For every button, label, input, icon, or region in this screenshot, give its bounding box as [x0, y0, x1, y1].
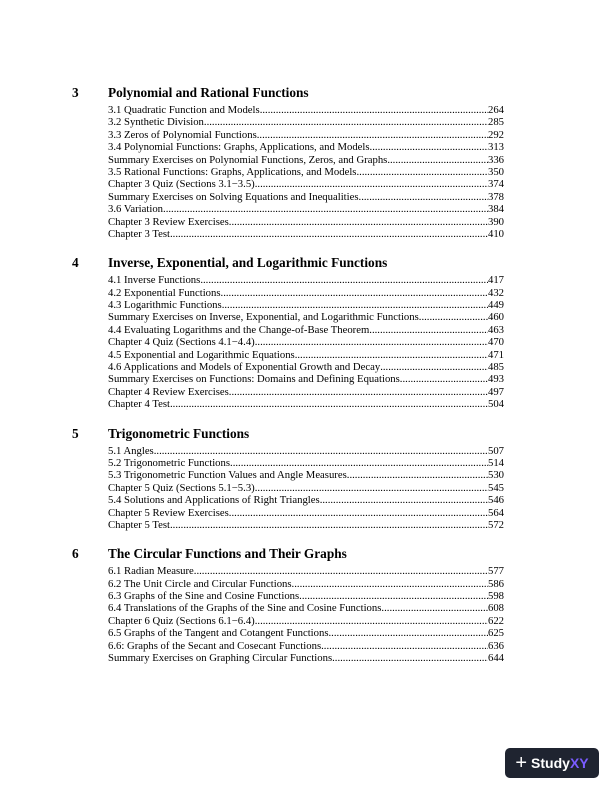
dot-leader	[356, 166, 488, 178]
dot-leader	[369, 324, 488, 336]
toc-entry-title: 5.1 Angles	[108, 444, 154, 457]
chapter-number: 5	[72, 425, 79, 441]
dot-leader	[370, 141, 488, 153]
toc-entry[interactable]	[108, 507, 504, 519]
toc-entry-title: Summary Exercises on Solving Equations and Inequalities	[108, 190, 359, 203]
toc-entry[interactable]	[108, 578, 504, 590]
chapter-number: 6	[72, 546, 79, 562]
toc-entry-page: 390	[487, 215, 504, 228]
toc-entry[interactable]	[108, 116, 504, 128]
toc-entry-page: 514	[487, 456, 504, 469]
toc-entry[interactable]	[108, 565, 504, 577]
toc-entry[interactable]	[108, 640, 504, 652]
toc-entry-page: 507	[487, 444, 504, 457]
dot-leader	[194, 565, 488, 577]
dot-leader	[299, 590, 488, 602]
chapter-section	[0, 545, 612, 664]
toc-entry-title: Chapter 4 Test	[108, 398, 170, 411]
toc-entry[interactable]	[108, 191, 504, 203]
toc-entry-title: 4.2 Exponential Functions	[108, 286, 221, 299]
toc-entry-title: 6.3 Graphs of the Sine and Cosine Functions	[108, 590, 300, 603]
chapter-title: Trigonometric Functions	[108, 425, 250, 441]
toc-entry-title: Chapter 4 Quiz (Sections 4.1−4.4)	[108, 336, 255, 349]
toc-entry-page: 622	[487, 614, 504, 627]
toc-entry-title: 6.2 The Unit Circle and Circular Functions	[108, 577, 292, 590]
dot-leader	[170, 519, 488, 531]
dot-leader	[255, 615, 488, 627]
toc-entry-page: 410	[487, 227, 504, 240]
toc-entry-title: Summary Exercises on Inverse, Exponential, and Logarithmic Functions	[108, 311, 419, 324]
toc-entry-title: Chapter 4 Review Exercises	[108, 385, 229, 398]
toc-entry-page: 586	[487, 577, 504, 590]
toc-entry[interactable]	[108, 287, 504, 299]
toc-entry-title: 5.3 Trigonometric Function Values and Angle Measures	[108, 469, 347, 482]
dot-leader	[255, 178, 488, 190]
toc-entry-title: 4.1 Inverse Functions	[108, 274, 201, 287]
dot-leader	[320, 494, 488, 506]
toc-entry-title: Chapter 3 Quiz (Sections 3.1−3.5)	[108, 178, 255, 191]
chapter-heading	[0, 545, 612, 565]
studyxy-logo[interactable]	[505, 748, 599, 778]
dot-leader	[163, 203, 488, 215]
toc-entry-page: 432	[487, 286, 504, 299]
dot-leader	[230, 457, 488, 469]
toc-entry[interactable]	[108, 469, 504, 481]
toc-entry-title: 5.2 Trigonometric Functions	[108, 456, 231, 469]
toc-entry-page: 572	[487, 518, 504, 531]
toc-entry-list	[108, 274, 504, 410]
toc-entry[interactable]	[108, 445, 504, 457]
toc-entry-title: 4.4 Evaluating Logarithms and the Change-of-Base Theorem	[108, 323, 370, 336]
toc-entry-page: 292	[487, 128, 504, 141]
toc-entry-page: 598	[487, 590, 504, 603]
toc-entry-title: 3.4 Polynomial Functions: Graphs, Applications, and Models	[108, 141, 370, 154]
toc-entry[interactable]	[108, 166, 504, 178]
dot-leader	[387, 154, 488, 166]
chapter-number: 4	[72, 255, 79, 271]
dot-leader	[154, 445, 488, 457]
chapter-number: 3	[72, 85, 79, 100]
toc-entry-list	[108, 445, 504, 532]
toc-entry-list	[108, 565, 504, 664]
toc-entry-page: 546	[487, 494, 504, 507]
toc-entry-page: 374	[487, 178, 504, 191]
toc-entry-title: 6.1 Radian Measure	[108, 565, 194, 578]
toc-entry-page: 485	[487, 361, 504, 374]
chapter-gap	[0, 240, 612, 254]
chapter-gap	[0, 411, 612, 425]
toc-entry-page: 644	[487, 652, 504, 665]
toc-entry-page: 313	[487, 141, 504, 154]
chapter-gap	[0, 531, 612, 545]
toc-entry[interactable]	[108, 373, 504, 385]
toc-entry-page: 264	[487, 104, 504, 116]
dot-leader	[295, 349, 488, 361]
toc-entry-page: 460	[487, 311, 504, 324]
toc-entry-title: Chapter 5 Test	[108, 518, 170, 531]
toc-entry-page: 608	[487, 602, 504, 615]
toc-entry[interactable]	[108, 228, 504, 240]
toc-entry-title: Summary Exercises on Graphing Circular Functions	[108, 652, 333, 665]
toc-entry-page: 350	[487, 165, 504, 178]
toc-entry-page: 545	[487, 481, 504, 494]
dot-leader	[200, 274, 488, 286]
toc-entry-title: Summary Exercises on Polynomial Functions, Zeros, and Graphs	[108, 153, 388, 166]
dot-leader	[229, 507, 488, 519]
toc-entry-list	[108, 104, 504, 240]
dot-leader	[204, 116, 488, 128]
dot-leader	[347, 469, 488, 481]
logo-word-study: Study	[531, 755, 570, 771]
chapter-section	[0, 425, 612, 532]
toc-entry-page: 285	[487, 116, 504, 129]
toc-entry-title: Chapter 3 Review Exercises	[108, 215, 229, 228]
chapter-heading	[0, 254, 612, 274]
toc-entry[interactable]	[108, 603, 504, 615]
toc-entry[interactable]	[108, 178, 504, 190]
toc-entry-title: 4.3 Logarithmic Functions	[108, 299, 222, 312]
toc-entry[interactable]	[108, 494, 504, 506]
toc-entry[interactable]	[108, 457, 504, 469]
toc-entry[interactable]	[108, 274, 504, 286]
toc-entry[interactable]	[108, 141, 504, 153]
toc-entry-page: 449	[487, 299, 504, 312]
toc-entry-page: 378	[487, 190, 504, 203]
dot-leader	[221, 287, 488, 299]
chapter-title: The Circular Functions and Their Graphs	[108, 546, 347, 562]
logo-word-xy: XY	[569, 755, 589, 771]
toc-entry-title: 3.3 Zeros of Polynomial Functions	[108, 128, 257, 141]
toc-entry[interactable]	[108, 590, 504, 602]
dot-leader	[257, 129, 488, 141]
dot-leader	[329, 627, 488, 639]
dot-leader	[321, 640, 488, 652]
toc-entry[interactable]	[108, 386, 504, 398]
toc-entry[interactable]	[108, 519, 504, 531]
chapter-heading	[0, 425, 612, 445]
toc-entry-page: 497	[487, 385, 504, 398]
toc-entry-title: 4.6 Applications and Models of Exponential Growth and Decay	[108, 361, 381, 374]
toc-entry-title: 6.5 Graphs of the Tangent and Cotangent Functions	[108, 627, 329, 640]
toc-entry-title: Chapter 3 Test	[108, 227, 170, 240]
toc-entry-page: 625	[487, 627, 504, 640]
dot-leader	[400, 373, 488, 385]
toc-entry-title: 3.5 Rational Functions: Graphs, Applications, and Models	[108, 165, 357, 178]
toc-entry-page: 417	[487, 274, 504, 287]
dot-leader	[222, 299, 488, 311]
dot-leader	[332, 652, 488, 664]
toc-entry-page: 493	[487, 373, 504, 386]
dot-leader	[170, 398, 488, 410]
toc-entry[interactable]	[108, 324, 504, 336]
toc-entry-page: 564	[487, 506, 504, 519]
toc-entry-page: 384	[487, 203, 504, 216]
chapter-section	[0, 84, 612, 240]
toc-entry-title: Summary Exercises on Functions: Domains and Defining Equations	[108, 373, 400, 386]
dot-leader	[229, 386, 488, 398]
dot-leader	[255, 336, 488, 348]
toc-entry-title: Chapter 5 Quiz (Sections 5.1−5.3)	[108, 481, 255, 494]
toc-entry-title: 5.4 Solutions and Applications of Right Triangles	[108, 494, 320, 507]
dot-leader	[170, 228, 488, 240]
chapter-section	[0, 254, 612, 410]
toc-entry-page: 471	[487, 348, 504, 361]
toc-entry-page: 636	[487, 639, 504, 652]
dot-leader	[380, 361, 488, 373]
toc-entry-page: 463	[487, 323, 504, 336]
toc-entry[interactable]	[108, 154, 504, 166]
toc-entry[interactable]	[108, 615, 504, 627]
toc-entry[interactable]	[108, 627, 504, 639]
chapter-heading	[0, 84, 612, 104]
table-of-contents	[0, 84, 612, 664]
toc-entry[interactable]	[108, 398, 504, 410]
toc-entry-title: 4.5 Exponential and Logarithmic Equations	[108, 348, 295, 361]
chapter-title: Polynomial and Rational Functions	[108, 85, 309, 100]
toc-entry-title: 3.2 Synthetic Division	[108, 116, 204, 129]
toc-entry[interactable]	[108, 129, 504, 141]
toc-entry[interactable]	[108, 203, 504, 215]
toc-entry-page: 336	[487, 153, 504, 166]
toc-entry[interactable]	[108, 482, 504, 494]
toc-entry[interactable]	[108, 361, 504, 373]
toc-entry[interactable]	[108, 652, 504, 664]
toc-entry-page: 530	[487, 469, 504, 482]
plus-icon: +	[515, 752, 528, 774]
toc-entry[interactable]	[108, 299, 504, 311]
toc-entry-page: 577	[487, 565, 504, 578]
dot-leader	[359, 191, 488, 203]
toc-entry-title: 6.6: Graphs of the Secant and Cosecant Functions	[108, 639, 322, 652]
toc-entry[interactable]	[108, 104, 504, 116]
toc-entry-title: 3.6 Variation	[108, 203, 164, 216]
toc-entry[interactable]	[108, 311, 504, 323]
toc-entry[interactable]	[108, 349, 504, 361]
toc-entry-page: 470	[487, 336, 504, 349]
toc-entry-title: Chapter 6 Quiz (Sections 6.1−6.4)	[108, 614, 255, 627]
dot-leader	[419, 311, 488, 323]
toc-entry-title: Chapter 5 Review Exercises	[108, 506, 229, 519]
dot-leader	[229, 216, 488, 228]
dot-leader	[381, 603, 488, 615]
toc-entry[interactable]	[108, 216, 504, 228]
dot-leader	[260, 104, 488, 116]
toc-entry[interactable]	[108, 336, 504, 348]
dot-leader	[292, 578, 488, 590]
toc-entry-page: 504	[487, 398, 504, 411]
toc-entry-title: 3.1 Quadratic Function and Models	[108, 104, 260, 116]
chapter-title: Inverse, Exponential, and Logarithmic Functions	[108, 255, 388, 271]
toc-entry-title: 6.4 Translations of the Graphs of the Sine and Cosine Functions	[108, 602, 382, 615]
dot-leader	[255, 482, 488, 494]
